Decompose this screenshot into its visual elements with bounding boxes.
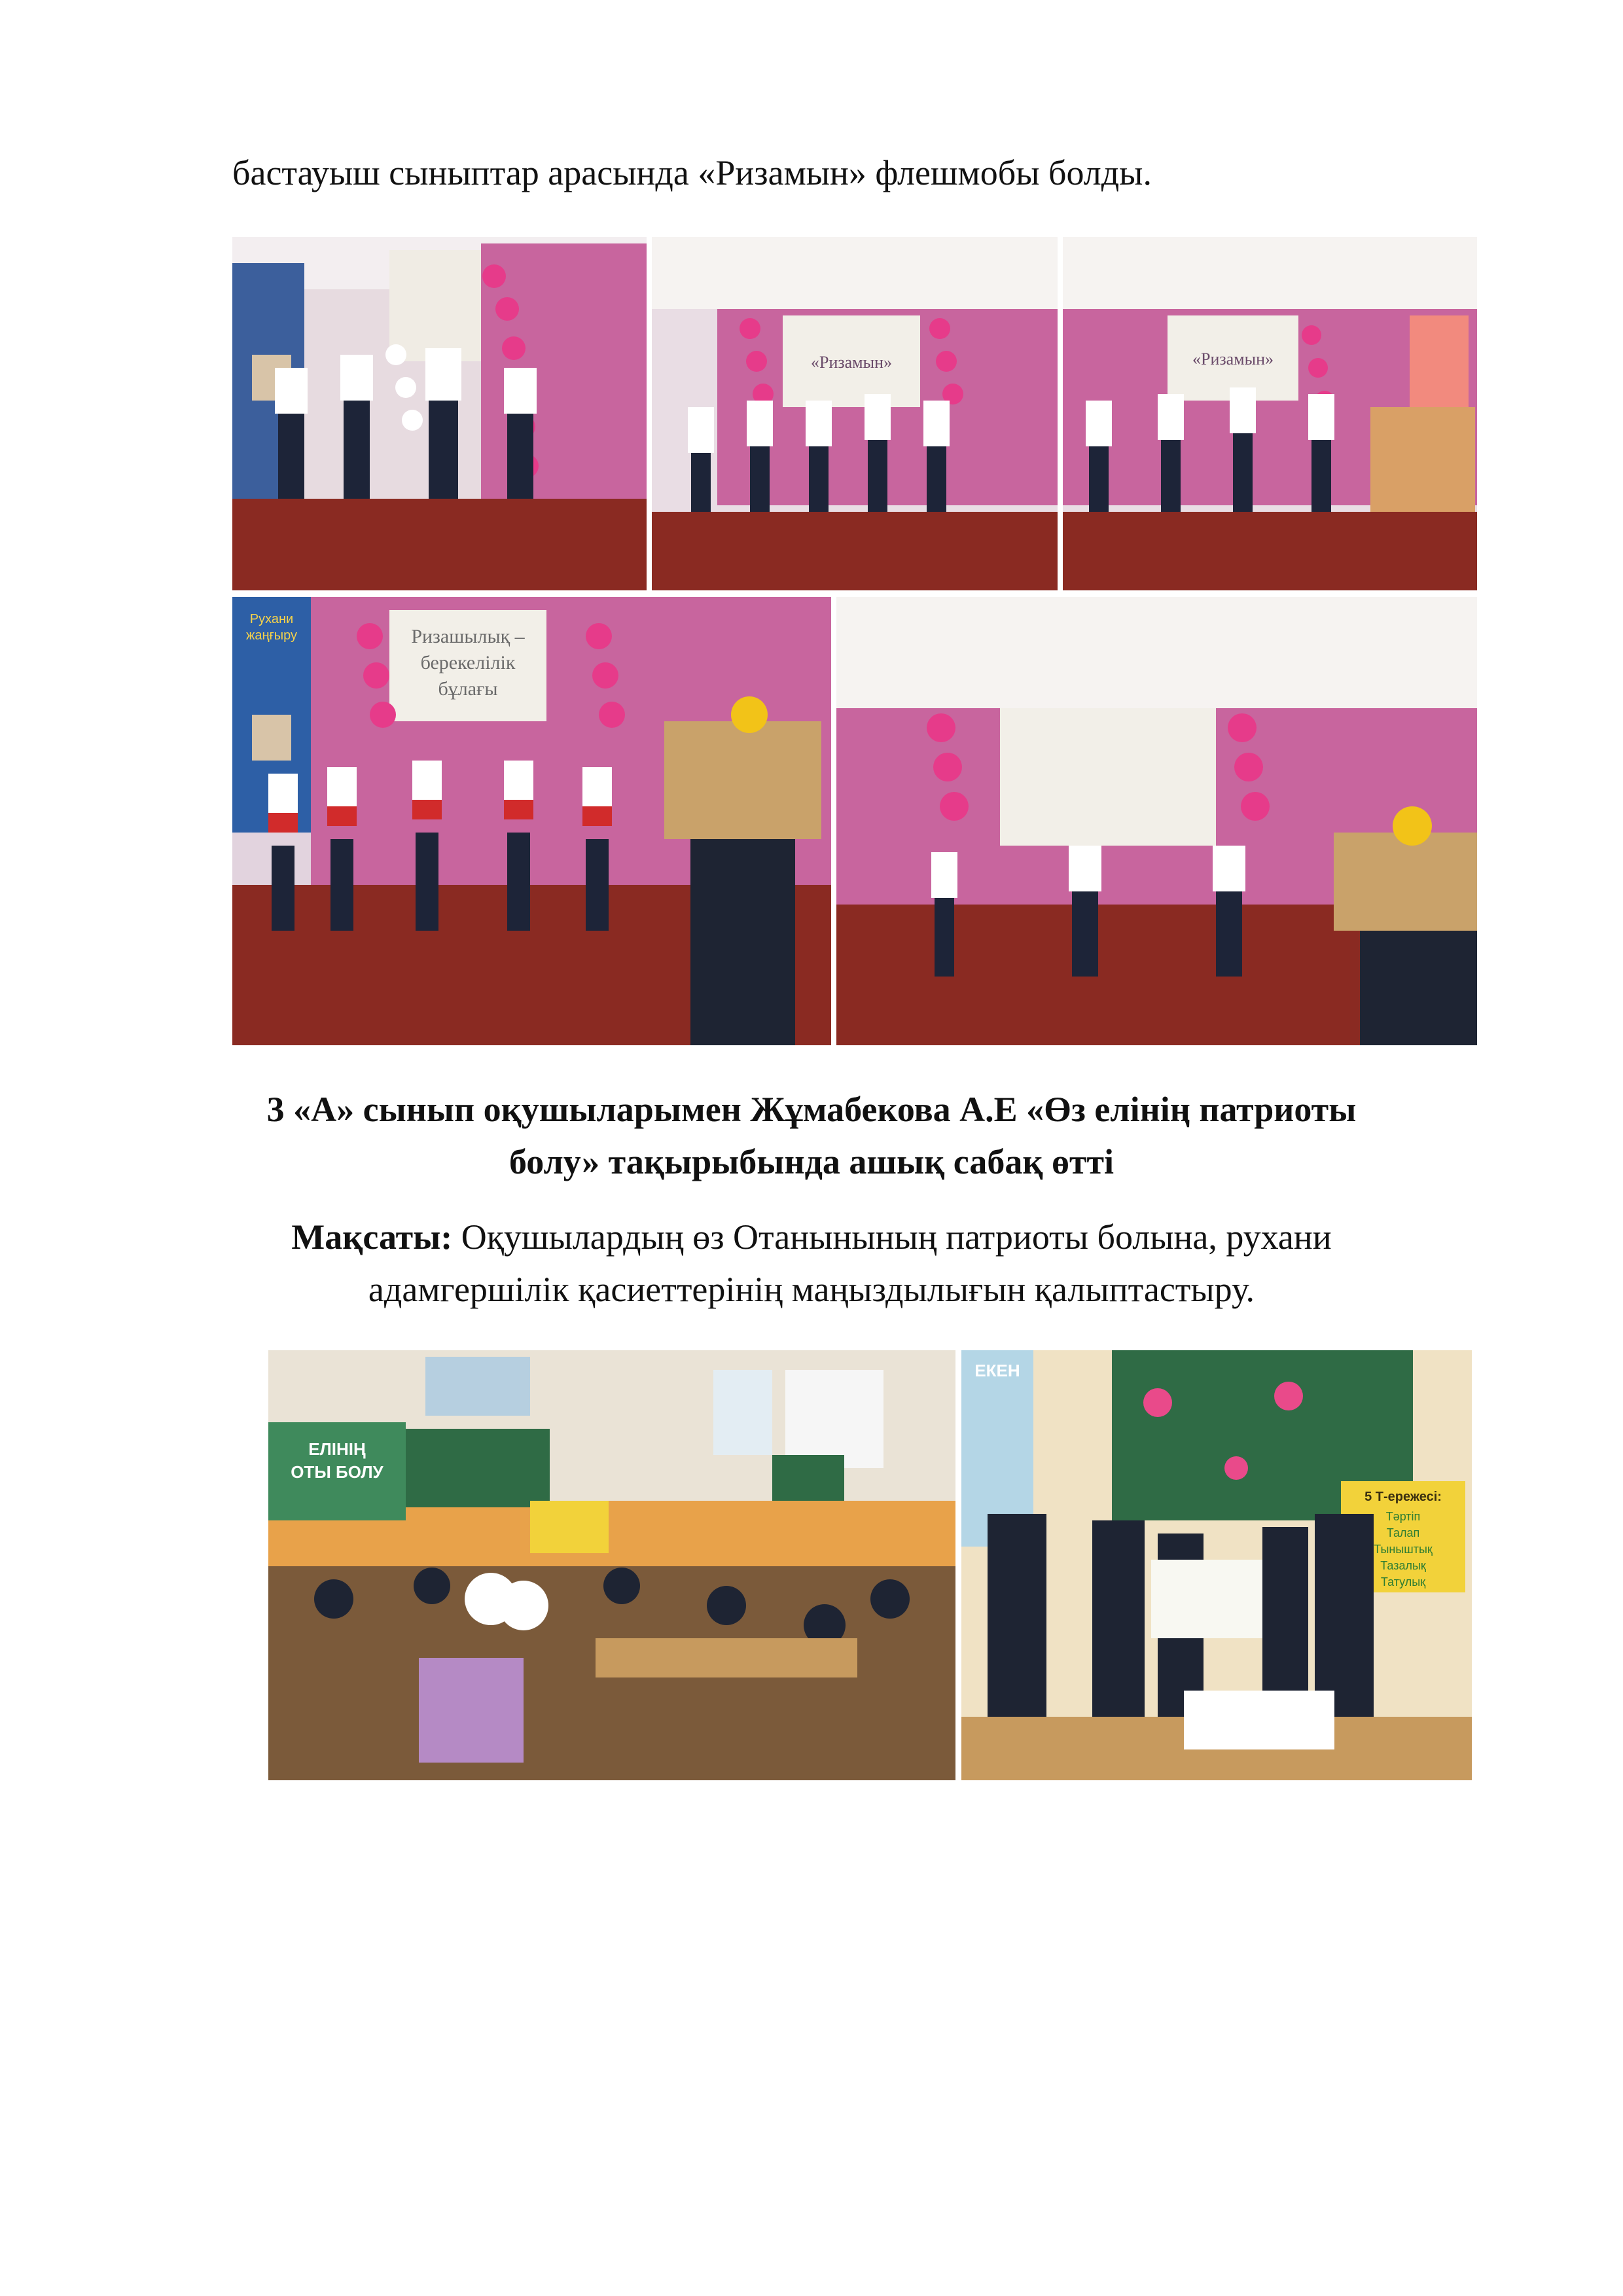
stage-dance-photo [232,597,831,1045]
board-line-1: ЕЛІНІҢ [308,1439,366,1459]
board-top-text: ЕКЕН [974,1361,1020,1380]
flashmob-photo-3 [1063,237,1477,590]
stage-screen-line-3: бұлағы [438,678,498,700]
rules-title: 5 Т-ережесі: [1364,1490,1442,1504]
poster-line-1: Рухани [249,612,294,626]
goal-text-line-1: Оқушылардың өз Отанынының патриоты болына, рухани [461,1217,1332,1257]
poster-line-2: жаңғыру [245,628,298,643]
goal-label: Мақсаты: [291,1217,453,1257]
stage-screen-line-2: берекелілік [420,652,516,673]
screen-text-1: «Ризамын» [810,353,893,372]
rules-item-4: Тазалық [1380,1559,1426,1572]
classroom-lesson-photo [268,1350,955,1780]
flashmob-photo-1 [232,237,647,590]
stage-screen-line-1: Ризашылық – [411,626,525,647]
heading-line-1: 3 «А» сынып оқушыларымен Жұмабекова А.Е «Өз елінің патриоты [266,1090,1357,1129]
classroom-presentation-photo [961,1350,1472,1780]
rules-item-1: Тәртіп [1385,1510,1421,1523]
goal-text-line-2: адамгершілік қасиеттерінің маңыздылығын қалыптастыру. [368,1270,1255,1309]
screen-text-2: «Ризамын» [1192,350,1274,368]
rules-item-3: Тыныштық [1374,1543,1433,1556]
lesson-goal [196,1211,1427,1316]
stage-girls-dance-photo [836,597,1477,1045]
rules-item-2: Талап [1386,1526,1420,1539]
heading-line-2: болу» тақырыбында ашық сабақ өтті [508,1142,1115,1181]
rules-item-5: Татулық [1380,1575,1426,1588]
board-line-2: ОТЫ БОЛУ [291,1462,383,1482]
intro-paragraph: бастауыш сыныптар арасында «Ризамын» флешмобы болды. [232,153,1152,192]
lesson-heading [196,1083,1427,1188]
flashmob-photo-2 [652,237,1058,590]
